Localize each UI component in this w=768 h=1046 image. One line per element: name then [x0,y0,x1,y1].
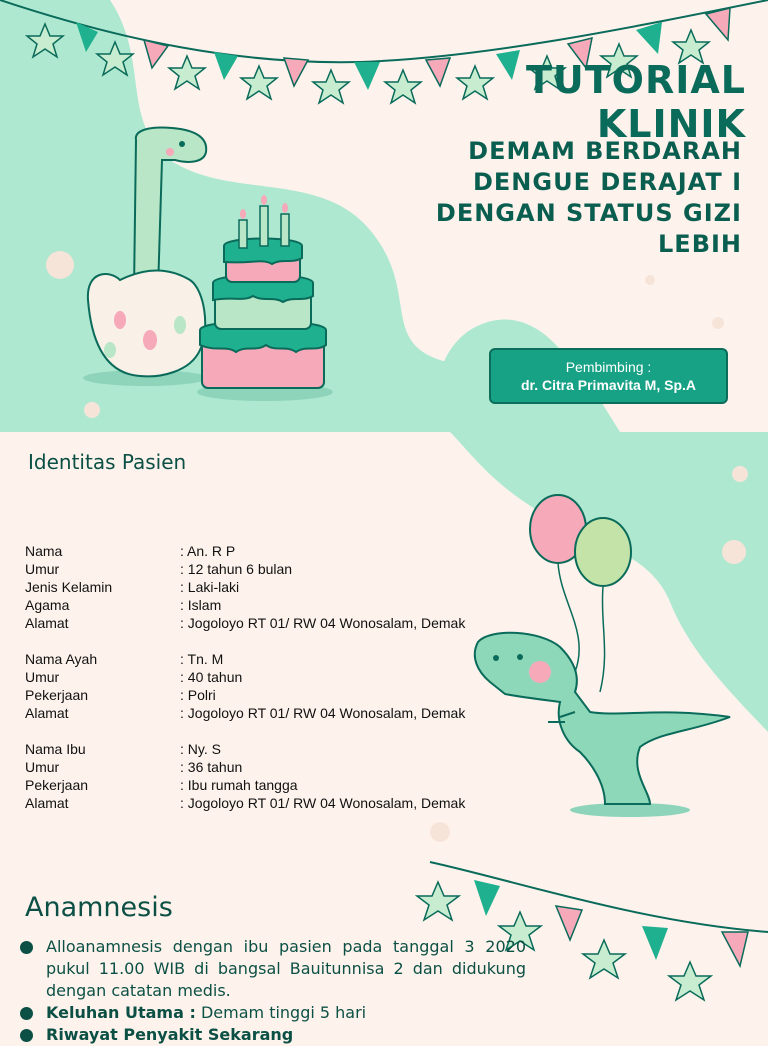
anamnesis-list [20,936,526,1046]
list-item-body: Demam tinggi 5 hari [195,1003,367,1022]
identity-value: : Ny. S [180,741,221,757]
identity-value: : Tn. M [180,651,224,667]
identity-row [25,794,465,812]
identity-label: Umur [25,669,60,685]
section-title: Identitas Pasien [28,450,187,474]
list-item [20,936,526,1002]
anamnesis-slide [0,862,768,1044]
identity-value: : 36 tahun [180,759,243,775]
identity-label: Nama Ayah [25,651,98,667]
identity-value: : Jogoloyo RT 01/ RW 04 Wonosalam, Demak [180,615,466,631]
list-item [20,1024,526,1046]
bullet-icon [20,1007,33,1020]
identity-value: : Jogoloyo RT 01/ RW 04 Wonosalam, Demak [180,795,466,811]
list-item-text [46,1002,526,1024]
identity-label: Alamat [25,705,69,721]
identity-label: Alamat [25,615,69,631]
bullet-icon [20,1029,33,1042]
identity-value: : Polri [180,687,216,703]
list-item [20,1002,526,1024]
subtitle-line: DEMAM BERDARAH [468,137,742,165]
identity-label: Nama [25,543,63,559]
list-item-text: Alloanamnesis dengan ibu pasien pada tanggal 3 2020 pukul 11.00 WIB di bangsal Bauitunnisa 2 dan didukung dengan catatan medis. [46,937,526,1000]
identity-value: : 40 tahun [180,669,243,685]
identity-label: Umur [25,759,60,775]
identity-label: Pekerjaan [25,687,89,703]
identity-value: : Ibu rumah tangga [180,777,298,793]
patient-identity-list [25,542,465,812]
identity-label: Agama [25,597,70,613]
identity-row [25,704,465,722]
identity-row [25,758,465,776]
identity-row [25,668,465,686]
section-title: Anamnesis [25,892,173,923]
title-slide [0,0,768,432]
subtitle-line: DENGUE DERAJAT I [472,168,742,196]
identity-row [25,560,465,578]
identity-value: : 12 tahun 6 bulan [180,561,293,577]
identity-value: : Jogoloyo RT 01/ RW 04 Wonosalam, Demak [180,705,466,721]
identity-row [25,596,465,614]
list-item-heading: Keluhan Utama : [46,1003,196,1022]
slide-title: TUTORIAL KLINIK [525,58,746,146]
identity-label: Alamat [25,795,69,811]
bullet-icon [20,941,33,954]
identity-row [25,542,465,560]
pembimbing-box [489,348,728,404]
slide-subtitle [402,136,742,260]
pembimbing-label: Pembimbing : [565,359,652,375]
identity-slide [0,432,768,862]
identity-value: : An. R P [180,543,236,559]
identity-label: Jenis Kelamin [25,579,113,595]
identity-label: Pekerjaan [25,777,89,793]
identity-row [25,614,465,632]
identity-row [25,740,465,758]
identity-value: : Laki-laki [180,579,240,595]
identity-row [25,650,465,668]
identity-row [25,776,465,794]
subtitle-line: DENGAN STATUS GIZI [435,199,742,227]
pembimbing-name: dr. Citra Primavita M, Sp.A [520,377,697,393]
identity-row [25,686,465,704]
identity-label: Umur [25,561,60,577]
identity-value: : Islam [180,597,222,613]
list-item-heading: Riwayat Penyakit Sekarang [46,1025,294,1044]
subtitle-line: LEBIH [658,230,742,258]
identity-label: Nama Ibu [25,741,86,757]
identity-row [25,578,465,596]
dinosaur-illustration [475,633,730,817]
